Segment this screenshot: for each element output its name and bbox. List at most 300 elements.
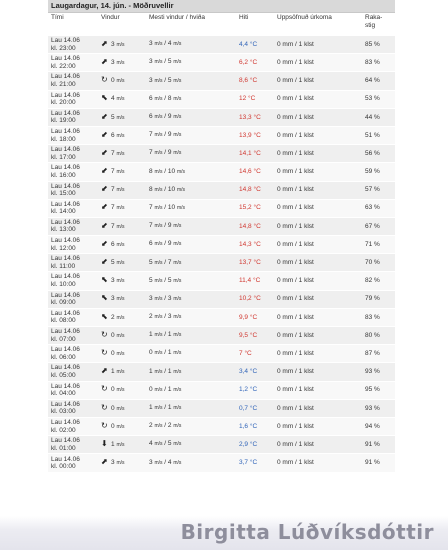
time-cell <box>48 254 98 272</box>
temp-cell <box>236 126 274 144</box>
wind-value: 6 <box>111 240 115 248</box>
weather-table-panel <box>48 0 395 472</box>
gust-unit: m/s <box>154 168 163 175</box>
temp-value: 1,6 <box>239 422 249 430</box>
wind-cell <box>98 308 146 326</box>
humidity-cell: 85 % <box>362 36 395 54</box>
humidity-cell: 53 % <box>362 90 395 108</box>
humidity-cell: 70 % <box>362 254 395 272</box>
date-text: Lau 14.06 <box>51 400 80 408</box>
wind-unit: m/s <box>116 387 125 394</box>
gust-cell: 6 m/s / 9 m/s <box>146 236 236 254</box>
gust-cell: 4 m/s / 5 m/s <box>146 436 236 454</box>
wind-value: 0 <box>111 386 115 394</box>
gust-mean: 3 <box>149 294 153 302</box>
arrow-sw-icon: ⬋ <box>101 238 108 248</box>
gust-mean: 3 <box>149 76 153 84</box>
wind-unit: m/s <box>116 169 125 176</box>
wind-cell <box>98 381 146 399</box>
wind-unit: m/s <box>116 223 125 230</box>
watermark-band <box>0 516 448 550</box>
gust-unit: m/s <box>173 132 182 139</box>
wind-unit: m/s <box>116 241 125 248</box>
wind-cell <box>98 145 146 163</box>
gust-unit: m/s <box>154 368 163 375</box>
gust-mean: 8 <box>149 185 153 193</box>
temp-unit: °C <box>253 168 261 176</box>
temp-cell <box>236 363 274 381</box>
gust-mean: 0 <box>149 385 153 393</box>
gust-cell: 1 m/s / 1 m/s <box>146 399 236 417</box>
time-cell <box>48 363 98 381</box>
gust-cell: 2 m/s / 2 m/s <box>146 417 236 435</box>
gust-max: 2 <box>167 422 172 430</box>
humidity-cell: 94 % <box>362 417 395 435</box>
wind-unit: m/s <box>116 150 125 157</box>
temp-cell <box>236 236 274 254</box>
rain-cell: 0 mm / 1 klst <box>274 381 362 399</box>
gust-max: 9 <box>167 131 172 139</box>
temp-unit: °C <box>249 404 258 412</box>
temp-unit: °C <box>253 222 261 230</box>
temp-cell <box>236 199 274 217</box>
time-text: kl. 01:00 <box>51 444 76 452</box>
wind-cell <box>98 417 146 435</box>
gust-unit: m/s <box>154 423 163 430</box>
humidity-cell: 93 % <box>362 363 395 381</box>
temp-unit: °C <box>249 422 258 430</box>
date-text: Lau 14.06 <box>51 37 80 44</box>
gust-cell: 5 m/s / 5 m/s <box>146 272 236 290</box>
table-row <box>48 54 395 72</box>
temp-cell <box>236 381 274 399</box>
time-cell <box>48 72 98 90</box>
date-text: Lau 14.06 <box>51 55 80 63</box>
date-text: Lau 14.06 <box>51 328 80 335</box>
date-text: Lau 14.06 <box>51 182 80 190</box>
gust-unit: m/s <box>154 459 163 466</box>
humidity-cell: 93 % <box>362 399 395 417</box>
gust-max: 5 <box>167 58 172 66</box>
wind-cell <box>98 108 146 126</box>
gust-mean: 7 <box>149 149 153 157</box>
wind-cell <box>98 90 146 108</box>
gust-unit: m/s <box>154 405 163 412</box>
gust-cell: 3 m/s / 5 m/s <box>146 72 236 90</box>
gust-cell: 7 m/s / 9 m/s <box>146 145 236 163</box>
temp-unit: °C <box>253 149 261 157</box>
temp-unit: °C <box>249 386 258 394</box>
temp-unit: °C <box>253 113 261 121</box>
wind-cell <box>98 363 146 381</box>
time-text: kl. 22:00 <box>51 62 76 70</box>
temp-value: 13,9 <box>239 131 252 139</box>
wind-cell <box>98 236 146 254</box>
wind-cell <box>98 163 146 181</box>
weather-table <box>48 13 395 472</box>
wind-cell <box>98 199 146 217</box>
date-text: Lau 14.06 <box>51 218 80 226</box>
arrow-nw-icon: ⬉ <box>101 311 108 321</box>
temp-unit: °C <box>253 240 261 248</box>
table-header-row <box>48 13 395 36</box>
time-cell <box>48 108 98 126</box>
wind-unit: m/s <box>116 296 125 303</box>
gust-max: 10 <box>167 203 176 211</box>
date-text: Lau 14.06 <box>51 91 80 99</box>
date-text: Lau 14.06 <box>51 127 80 135</box>
temp-unit: °C <box>249 440 258 448</box>
wind-value: 3 <box>111 459 115 467</box>
arrow-sw-icon: ⬋ <box>101 129 108 139</box>
wind-cell <box>98 290 146 308</box>
wind-unit: m/s <box>116 96 125 103</box>
gust-cell: 7 m/s / 9 m/s <box>146 217 236 235</box>
table-row <box>48 199 395 217</box>
rain-cell: 0 mm / 1 klst <box>274 236 362 254</box>
humidity-cell: 80 % <box>362 327 395 345</box>
gust-max: 8 <box>167 94 172 102</box>
gust-mean: 5 <box>149 258 153 266</box>
wind-cell <box>98 345 146 363</box>
wind-value: 1 <box>111 368 115 376</box>
gust-unit: m/s <box>154 41 163 48</box>
humidity-cell: 64 % <box>362 72 395 90</box>
gust-max: 9 <box>167 149 172 157</box>
arrow-ne-icon: ⬈ <box>101 366 108 376</box>
date-text: Lau 14.06 <box>51 418 80 426</box>
temp-cell <box>236 454 274 472</box>
humidity-cell: 59 % <box>362 163 395 181</box>
temp-value: 11,4 <box>239 277 252 285</box>
time-text: kl. 09:00 <box>51 299 76 307</box>
rain-cell: 0 mm / 1 klst <box>274 217 362 235</box>
table-row <box>48 272 395 290</box>
wind-value: 3 <box>111 40 115 48</box>
temp-unit: °C <box>248 95 256 103</box>
time-text: kl. 06:00 <box>51 353 76 361</box>
wind-value: 7 <box>111 222 115 230</box>
table-row <box>48 363 395 381</box>
table-row <box>48 290 395 308</box>
calm-icon: ↻ <box>101 420 108 430</box>
time-text: kl. 23:00 <box>51 44 76 52</box>
wind-cell <box>98 272 146 290</box>
gust-unit: m/s <box>173 41 182 48</box>
humidity-cell: 56 % <box>362 145 395 163</box>
humidity-cell: 71 % <box>362 236 395 254</box>
time-text: kl. 10:00 <box>51 281 76 289</box>
gust-unit: m/s <box>173 150 182 157</box>
temp-cell <box>236 399 274 417</box>
temp-value: 3,7 <box>239 459 249 467</box>
arrow-ne-icon: ⬈ <box>101 56 108 66</box>
time-text: kl. 18:00 <box>51 135 76 143</box>
col-header-wind: Vindur <box>98 13 146 36</box>
temp-cell <box>236 417 274 435</box>
date-text: Lau 14.06 <box>51 364 80 372</box>
temp-value: 13,3 <box>239 113 252 121</box>
temp-value: 3,4 <box>239 368 249 376</box>
time-text: kl. 05:00 <box>51 371 76 379</box>
gust-cell: 8 m/s / 10 m/s <box>146 163 236 181</box>
gust-cell: 6 m/s / 9 m/s <box>146 108 236 126</box>
wind-value: 0 <box>111 422 115 430</box>
temp-cell <box>236 163 274 181</box>
gust-max: 9 <box>167 222 172 230</box>
time-text: kl. 00:00 <box>51 463 76 471</box>
temp-unit: °C <box>253 131 261 139</box>
gust-mean: 3 <box>149 40 153 48</box>
gust-unit: m/s <box>154 441 163 448</box>
col-header-rain: Uppsöfnuð úrkoma <box>274 13 362 36</box>
gust-unit: m/s <box>173 386 182 393</box>
date-text: Lau 14.06 <box>51 237 80 245</box>
table-row <box>48 436 395 454</box>
gust-max: 5 <box>167 276 172 284</box>
time-text: kl. 02:00 <box>51 426 76 434</box>
humidity-cell: 83 % <box>362 308 395 326</box>
time-text: kl. 21:00 <box>51 80 76 88</box>
arrow-sw-icon: ⬋ <box>101 111 108 121</box>
date-text: Lau 14.06 <box>51 73 80 81</box>
gust-max: 1 <box>167 331 172 339</box>
rain-cell: 0 mm / 1 klst <box>274 108 362 126</box>
rain-cell: 0 mm / 1 klst <box>274 290 362 308</box>
col-header-temp: Hiti <box>236 13 274 36</box>
date-text: Lau 14.06 <box>51 291 80 299</box>
table-row <box>48 36 395 54</box>
arrow-ne-icon: ⬈ <box>101 38 108 48</box>
temp-unit: °C <box>253 204 261 212</box>
temp-cell <box>236 90 274 108</box>
rain-cell: 0 mm / 1 klst <box>274 163 362 181</box>
wind-unit: m/s <box>116 441 125 448</box>
time-text: kl. 14:00 <box>51 208 76 216</box>
gust-cell: 0 m/s / 1 m/s <box>146 345 236 363</box>
time-cell <box>48 381 98 399</box>
date-text: Lau 14.06 <box>51 109 80 117</box>
gust-max: 7 <box>167 258 172 266</box>
gust-unit: m/s <box>154 314 163 321</box>
wind-unit: m/s <box>116 278 125 285</box>
humidity-cell: 57 % <box>362 181 395 199</box>
gust-cell: 7 m/s / 9 m/s <box>146 126 236 144</box>
gust-mean: 2 <box>149 313 153 321</box>
rain-cell: 0 mm / 1 klst <box>274 454 362 472</box>
gust-max: 4 <box>167 458 172 466</box>
rain-cell: 0 mm / 1 klst <box>274 90 362 108</box>
time-text: kl. 11:00 <box>51 262 76 270</box>
temp-value: 13,7 <box>239 259 252 267</box>
temp-unit: °C <box>253 259 261 267</box>
gust-cell: 8 m/s / 10 m/s <box>146 181 236 199</box>
table-row <box>48 72 395 90</box>
gust-unit: m/s <box>173 368 182 375</box>
time-cell <box>48 417 98 435</box>
arrow-sw-icon: ⬋ <box>101 220 108 230</box>
date-text: Lau 14.06 <box>51 200 80 208</box>
wind-cell <box>98 454 146 472</box>
rain-cell: 0 mm / 1 klst <box>274 126 362 144</box>
gust-unit: m/s <box>173 259 182 266</box>
station-header: Laugardagur, 14. jún. - Möðruvellir <box>48 0 395 13</box>
wind-cell <box>98 327 146 345</box>
wind-value: 0 <box>111 331 115 339</box>
gust-cell: 0 m/s / 1 m/s <box>146 381 236 399</box>
date-text: Lau 14.06 <box>51 382 80 390</box>
wind-unit: m/s <box>116 260 125 267</box>
arrow-sw-icon: ⬋ <box>101 147 108 157</box>
wind-unit: m/s <box>116 41 125 48</box>
table-row <box>48 327 395 345</box>
rain-cell: 0 mm / 1 klst <box>274 272 362 290</box>
wind-unit: m/s <box>116 187 125 194</box>
temp-value: 4,4 <box>239 40 249 48</box>
temp-cell <box>236 254 274 272</box>
date-text: Lau 14.06 <box>51 273 80 281</box>
table-row <box>48 163 395 181</box>
temp-value: 14,3 <box>239 240 252 248</box>
watermark-text: Birgitta Lúðvíksdóttir <box>180 520 434 544</box>
gust-unit: m/s <box>173 95 182 102</box>
gust-max: 3 <box>167 294 172 302</box>
gust-unit: m/s <box>173 423 182 430</box>
temp-cell <box>236 72 274 90</box>
gust-unit: m/s <box>173 314 182 321</box>
wind-unit: m/s <box>116 350 125 357</box>
humidity-cell: 79 % <box>362 290 395 308</box>
time-text: kl. 16:00 <box>51 171 76 179</box>
gust-mean: 6 <box>149 113 153 121</box>
gust-mean: 2 <box>149 422 153 430</box>
temp-unit: °C <box>253 186 261 194</box>
gust-unit: m/s <box>173 459 182 466</box>
temp-unit: °C <box>253 295 261 303</box>
gust-unit: m/s <box>154 277 163 284</box>
wind-unit: m/s <box>116 59 125 66</box>
time-cell <box>48 345 98 363</box>
wind-value: 0 <box>111 349 115 357</box>
time-cell <box>48 327 98 345</box>
temp-value: 1,2 <box>239 386 249 394</box>
wind-value: 7 <box>111 186 115 194</box>
humidity-cell: 95 % <box>362 381 395 399</box>
col-header-gust: Mesti vindur / hviða <box>146 13 236 36</box>
date-text: Lau 14.06 <box>51 164 80 172</box>
gust-max: 9 <box>167 240 172 248</box>
gust-unit: m/s <box>154 295 163 302</box>
temp-cell <box>236 54 274 72</box>
gust-unit: m/s <box>176 186 186 193</box>
wind-unit: m/s <box>116 405 125 412</box>
rain-cell: 0 mm / 1 klst <box>274 363 362 381</box>
humidity-cell: 82 % <box>362 272 395 290</box>
wind-value: 3 <box>111 295 115 303</box>
gust-unit: m/s <box>173 405 182 412</box>
wind-cell <box>98 181 146 199</box>
gust-cell: 1 m/s / 1 m/s <box>146 363 236 381</box>
time-cell <box>48 90 98 108</box>
table-row <box>48 308 395 326</box>
date-text: Lau 14.06 <box>51 437 80 445</box>
rain-cell: 0 mm / 1 klst <box>274 72 362 90</box>
wind-unit: m/s <box>116 423 125 430</box>
gust-cell: 7 m/s / 10 m/s <box>146 199 236 217</box>
table-row <box>48 181 395 199</box>
temp-value: 2,9 <box>239 440 249 448</box>
rain-cell: 0 mm / 1 klst <box>274 308 362 326</box>
wind-value: 0 <box>111 77 115 85</box>
table-row <box>48 217 395 235</box>
wind-value: 7 <box>111 168 115 176</box>
gust-mean: 0 <box>149 349 153 357</box>
gust-max: 1 <box>167 367 172 375</box>
date-text: Lau 14.06 <box>51 455 80 463</box>
wind-unit: m/s <box>116 205 125 212</box>
gust-unit: m/s <box>154 95 163 102</box>
gust-unit: m/s <box>173 241 182 248</box>
time-text: kl. 17:00 <box>51 153 76 161</box>
table-row <box>48 145 395 163</box>
date-text: Lau 14.06 <box>51 346 80 354</box>
rain-cell: 0 mm / 1 klst <box>274 181 362 199</box>
temp-value: 12 <box>239 95 247 103</box>
temp-value: 15,2 <box>239 204 252 212</box>
gust-unit: m/s <box>154 259 163 266</box>
gust-mean: 8 <box>149 167 153 175</box>
arrow-nw-icon: ⬉ <box>101 93 108 103</box>
gust-unit: m/s <box>154 77 163 84</box>
arrow-sw-icon: ⬋ <box>101 184 108 194</box>
rain-cell: 0 mm / 1 klst <box>274 345 362 363</box>
temp-unit: °C <box>252 277 261 285</box>
humidity-cell: 44 % <box>362 108 395 126</box>
wind-unit: m/s <box>116 114 125 121</box>
wind-unit: m/s <box>116 369 125 376</box>
time-text: kl. 15:00 <box>51 190 76 198</box>
gust-mean: 1 <box>149 404 153 412</box>
gust-mean: 4 <box>149 440 153 448</box>
gust-unit: m/s <box>173 59 182 66</box>
wind-value: 0 <box>111 404 115 412</box>
gust-mean: 3 <box>149 58 153 66</box>
gust-unit: m/s <box>173 295 182 302</box>
wind-cell <box>98 254 146 272</box>
calm-icon: ↻ <box>101 347 108 357</box>
arrow-ne-icon: ⬈ <box>101 457 108 467</box>
gust-max: 1 <box>167 404 172 412</box>
wind-value: 2 <box>111 313 115 321</box>
table-row <box>48 417 395 435</box>
gust-max: 3 <box>167 313 172 321</box>
temp-cell <box>236 290 274 308</box>
temp-unit: °C <box>249 58 258 66</box>
gust-unit: m/s <box>154 350 163 357</box>
time-text: kl. 20:00 <box>51 99 76 107</box>
temp-value: 14,8 <box>239 186 252 194</box>
wind-cell <box>98 54 146 72</box>
gust-cell: 3 m/s / 5 m/s <box>146 54 236 72</box>
table-body <box>48 36 395 473</box>
calm-icon: ↻ <box>101 402 108 412</box>
time-cell <box>48 145 98 163</box>
gust-cell: 6 m/s / 8 m/s <box>146 90 236 108</box>
wind-value: 5 <box>111 259 115 267</box>
wind-value: 6 <box>111 131 115 139</box>
time-text: kl. 12:00 <box>51 244 76 252</box>
gust-unit: m/s <box>154 332 163 339</box>
